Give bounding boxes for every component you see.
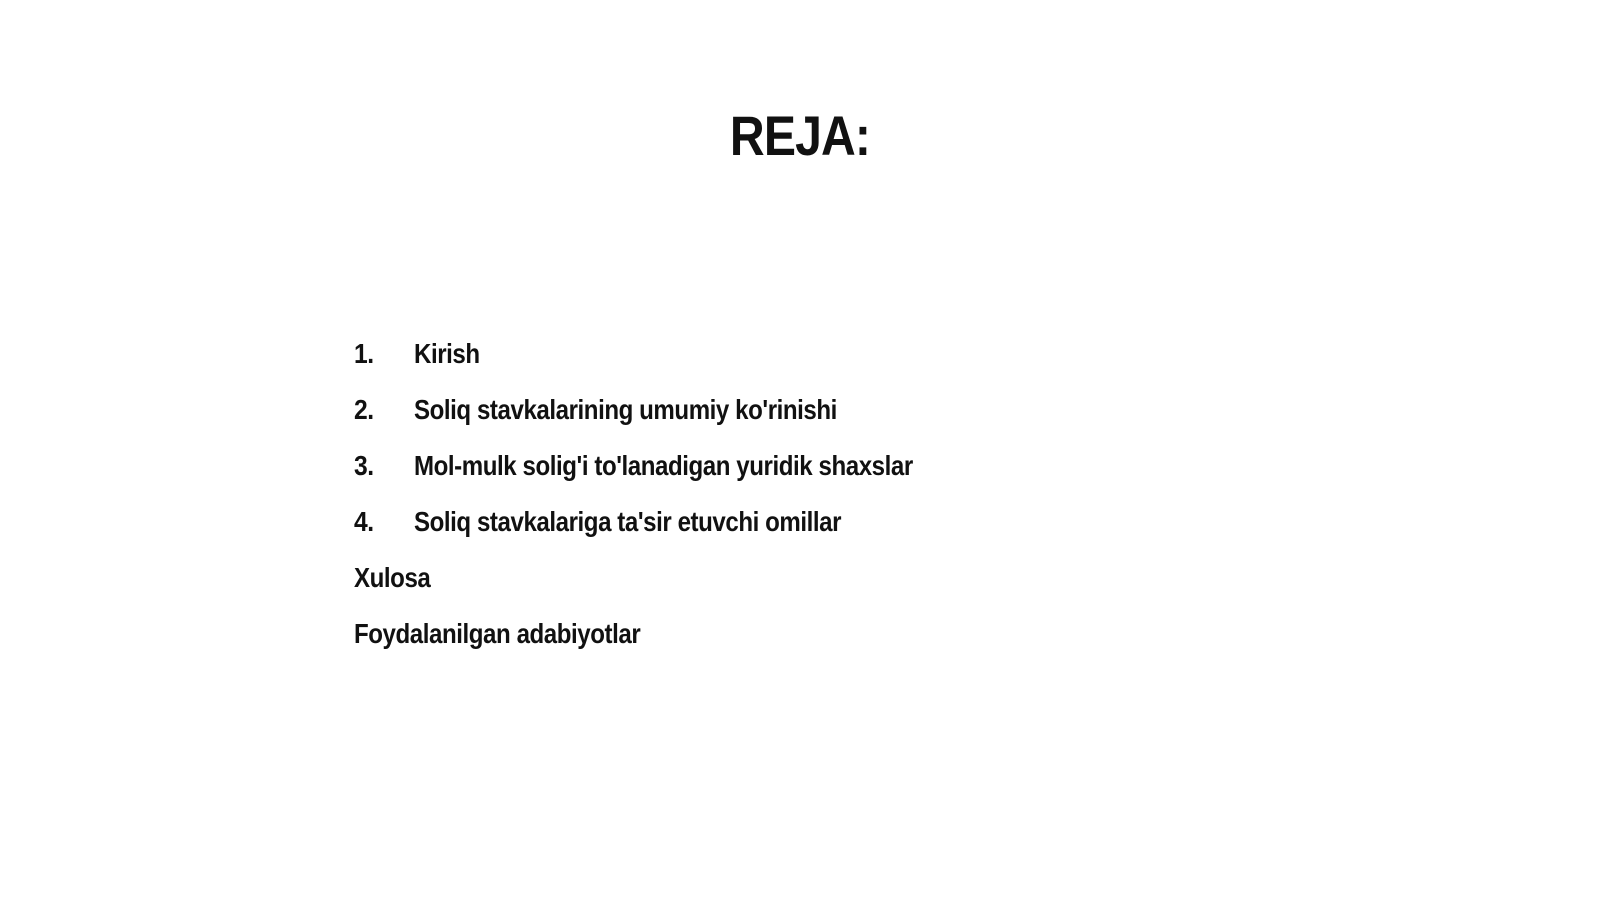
plan-item-number: 2.: [354, 394, 374, 425]
plan-item-number: 4.: [354, 506, 374, 537]
slide-title: REJA:: [729, 104, 871, 167]
plan-item-number: 3.: [354, 450, 374, 481]
plan-item-text: Soliq stavkalarining umumiy ko'rinishi: [414, 394, 837, 425]
plan-item-4: [354, 494, 1154, 550]
plan-item-number: 1.: [354, 338, 374, 369]
plan-item-3: [354, 438, 1154, 494]
plan-item-text: Soliq stavkalariga ta'sir etuvchi omillar: [414, 506, 842, 537]
plan-item-text: Xulosa: [354, 562, 431, 593]
plan-item-1: [354, 326, 1154, 382]
plan-item-text: Mol-mulk solig'i to'lanadigan yuridik shaxslar: [414, 450, 913, 481]
plan-item-references: [354, 606, 1154, 662]
plan-item-conclusion: [354, 550, 1154, 606]
plan-item-text: Foydalanilgan adabiyotlar: [354, 618, 641, 649]
plan-item-2: [354, 382, 1154, 438]
plan-list: [354, 326, 1154, 662]
plan-item-text: Kirish: [414, 338, 480, 369]
